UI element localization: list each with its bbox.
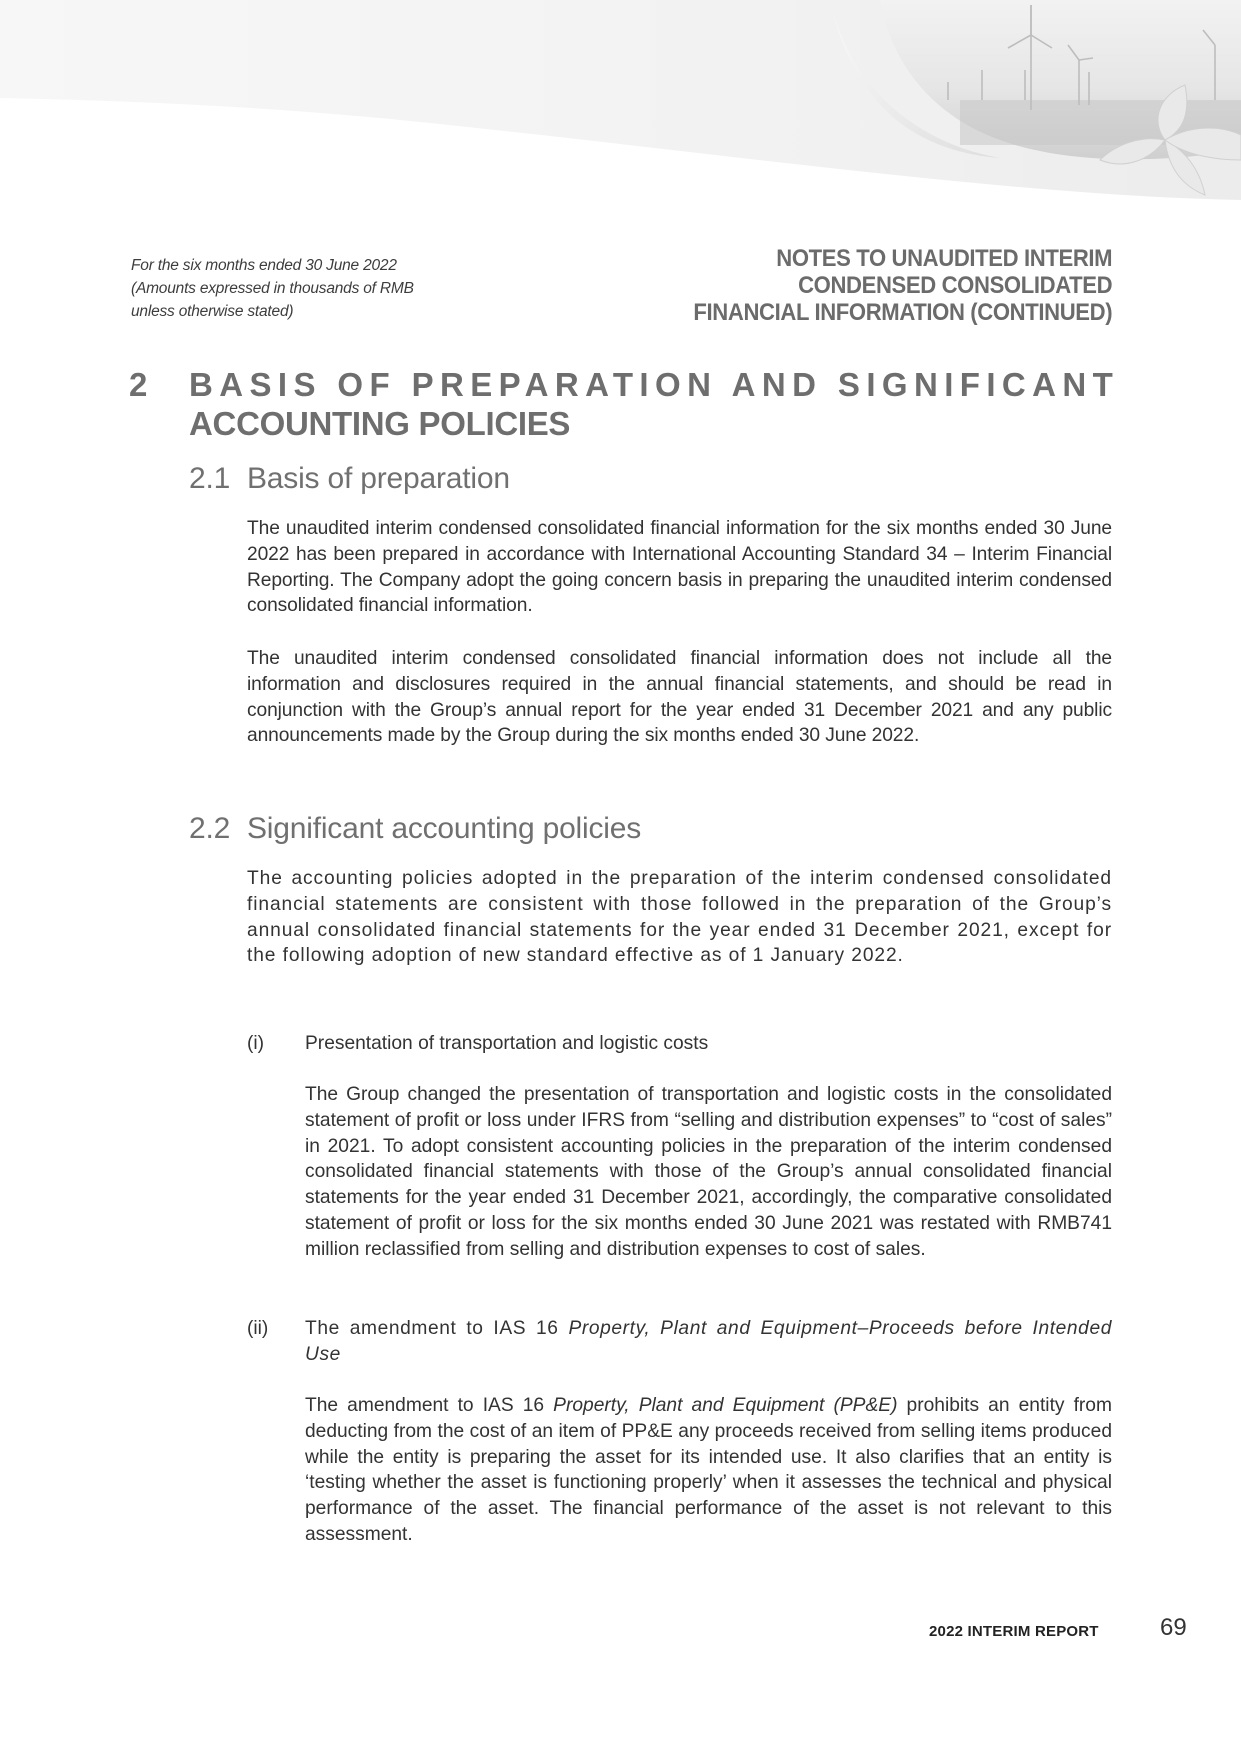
header-banner-image: [0, 0, 1241, 215]
item-label: (i): [247, 1033, 265, 1054]
subsection-title: Significant accounting policies: [247, 812, 642, 845]
amounts-note-line: unless otherwise stated): [131, 303, 294, 320]
page-number: 69: [1160, 1614, 1187, 1641]
item-body-text: The amendment to IAS 16: [305, 1395, 554, 1416]
item-title: Presentation of transportation and logistic costs: [305, 1033, 709, 1054]
section-title-line-1: BASIS OF PREPARATION AND SIGNIFICANT: [189, 366, 1120, 403]
report-label: 2022 INTERIM REPORT: [929, 1623, 1099, 1640]
standard-name: Property, Plant and Equipment–Proceeds before Intended Use: [305, 1318, 1112, 1365]
item-title-text: The amendment to IAS 16: [305, 1318, 569, 1339]
item-body: The Group changed the presentation of transportation and logistic costs in the consolidated statement of profit or loss under IFRS from “selling and distribution expenses” to “cost of sales” in 2021. To adopt consistent accounting policies in the preparation of the interim condensed consolidated financial statements with those of the Group’s annual consolidated financial statements for the year ended 31 December 2021, accordingly, the comparative consolidated statement of profit or loss for the six months ended 30 June 2021 was restated with RMB741 million reclassified from selling and distribution expenses to cost of sales.: [305, 1084, 1112, 1260]
paragraph: The unaudited interim condensed consolidated financial information for the six months ended 30 June 2022 has been prepared in accordance with International Accounting Standard 34 – Interim Financial Reporting. The Company adopt the going concern basis in preparing the unaudited interim condensed consolidated financial information.: [247, 518, 1112, 617]
subsection-heading-2-1: [189, 462, 510, 496]
running-title-line: NOTES TO UNAUDITED INTERIM: [776, 245, 1112, 272]
running-title-line: FINANCIAL INFORMATION (CONTINUED): [693, 299, 1112, 326]
item-label: (ii): [247, 1318, 269, 1339]
section-number: 2: [129, 366, 148, 403]
section-title-line-2: ACCOUNTING POLICIES: [189, 405, 571, 442]
subsection-title: Basis of preparation: [247, 462, 510, 495]
standard-name: Property, Plant and Equipment (PP&E): [553, 1395, 898, 1416]
running-title: [693, 245, 1112, 326]
running-title-line: CONDENSED CONSOLIDATED: [797, 272, 1112, 299]
item-body-text: prohibits an entity from deducting from the cost of an item of PP&E any proceeds received from selling items produced while the entity is preparing the asset for its intended use. It also clarifies that an entity is ‘testing whether the asset is functioning properly’ when it assesses the technical and physical performance of the asset. The financial performance of the asset is not relevant to this assessment.: [305, 1395, 1112, 1545]
subsection-heading-2-2: [189, 812, 641, 846]
paragraph: The unaudited interim condensed consolidated financial information does not include all the information and disclosures required in the annual financial statements, and should be read in conjunction with the Group’s annual report for the year ended 31 December 2021 and any public announcements made by the Group during the six months ended 30 June 2022.: [247, 648, 1112, 747]
item-body: [305, 1393, 1112, 1548]
wind-turbine-banner-graphic: [0, 0, 1241, 215]
subsection-number: 2.1: [189, 462, 231, 495]
item-title: [305, 1316, 1112, 1368]
paragraph: The accounting policies adopted in the preparation of the interim condensed consolidated financial statements are consistent with those followed in the preparation of the Group’s annual consolidated financial statements for the year ended 31 December 2021, except for the following adoption of new standard effective as of 1 January 2022.: [247, 868, 1112, 967]
period-line: For the six months ended 30 June 2022: [131, 257, 397, 274]
subsection-number: 2.2: [189, 812, 231, 845]
period-note: [131, 254, 414, 323]
amounts-note-line: (Amounts expressed in thousands of RMB: [131, 280, 414, 297]
